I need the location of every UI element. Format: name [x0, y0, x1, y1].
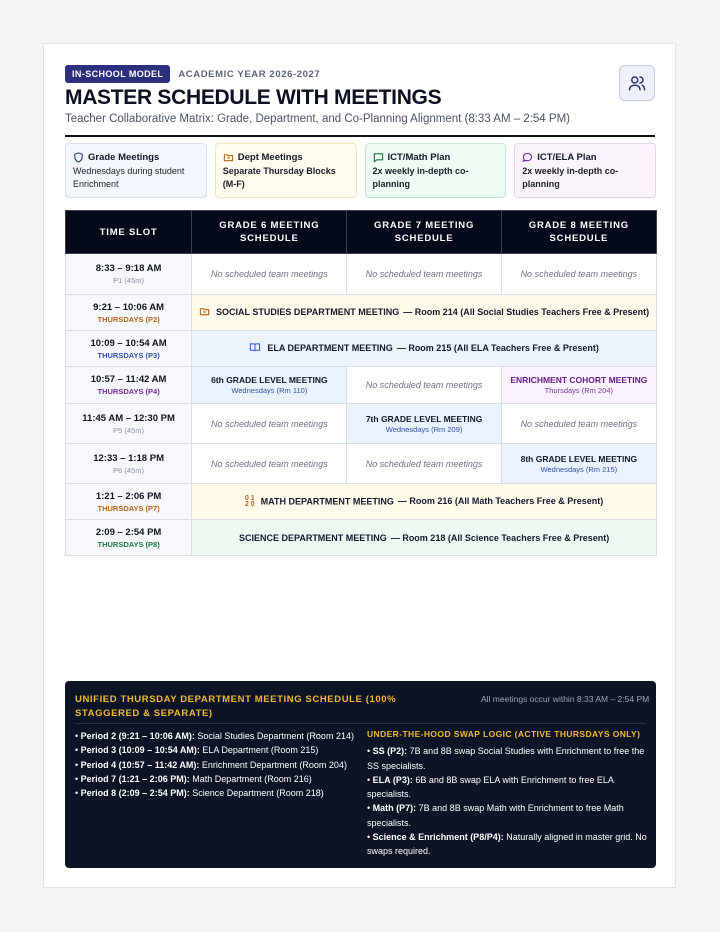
list-item: • Math (P7): 7B and 8B swap Math with Enrichment to free Math specialists. — [367, 803, 624, 828]
legend-card-ict-ela — [514, 143, 656, 198]
page-title: MASTER SCHEDULE WITH MEETINGS — [65, 86, 442, 109]
empty-cell: No scheduled team meetings — [347, 444, 501, 484]
list-item: • SS (P2): 7B and 8B swap Social Studies with Enrichment to free the SS specialists. — [367, 746, 645, 771]
col-header-grade6: GRADE 6 MEETING SCHEDULE — [192, 211, 347, 254]
slot-sub: P1 (45m) — [113, 276, 145, 285]
schedule-table — [65, 210, 657, 556]
time-slot — [66, 484, 192, 520]
header-divider — [65, 135, 655, 137]
list-item: • Period 2 (9:21 – 10:06 AM): Social Studies Department (Room 214) — [75, 731, 354, 741]
meeting-title: SOCIAL STUDIES DEPARTMENT MEETING — [216, 306, 400, 317]
summary-divider — [75, 723, 646, 724]
col-header-grade8: GRADE 8 MEETING SCHEDULE — [501, 211, 656, 254]
list-item: • Period 3 (10:09 – 10:54 AM): ELA Department (Room 215) — [75, 745, 319, 756]
slot-time: 9:21 – 10:06 AM — [93, 301, 165, 313]
list-item: • Period 8 (2:09 – 2:54 PM): Science Department (Room 218) — [75, 788, 324, 799]
slot-sub: THURSDAYS (P8) — [97, 539, 160, 549]
card-title: ICT/Math Plan — [387, 152, 451, 163]
legend-card-ict-math — [365, 143, 507, 198]
meeting-detail: Wednesdays (Rm 209) — [385, 424, 463, 434]
card-text: Wednesdays during student Enrichment — [73, 165, 185, 189]
folder-icon — [199, 306, 210, 317]
time-slot — [66, 331, 192, 367]
shield-icon — [73, 152, 84, 163]
math-icon: 0 1 2 0 — [244, 494, 255, 508]
academic-year: ACADEMIC YEAR 2026-2027 — [178, 68, 321, 80]
table-row — [66, 484, 657, 520]
model-badge: IN-SCHOOL MODEL — [65, 65, 170, 83]
legend-cards — [65, 143, 656, 198]
meeting-detail: Wednesdays (Rm 215) — [540, 464, 618, 474]
time-slot — [66, 444, 192, 484]
time-slot — [66, 295, 192, 331]
header-meta — [65, 65, 320, 83]
meeting-room: — Room 215 (All ELA Teachers Free & Present) — [396, 342, 599, 353]
col-header-grade7: GRADE 7 MEETING SCHEDULE — [347, 211, 501, 254]
slot-sub: THURSDAYS (P4) — [97, 387, 160, 396]
slot-sub: THURSDAYS (P2) — [97, 314, 160, 324]
card-text: 2x weekly in-depth co-planning — [522, 165, 619, 189]
meeting-title: SCIENCE DEPARTMENT MEETING — [238, 532, 387, 543]
empty-cell: No scheduled team meetings — [347, 254, 501, 295]
meeting-title: 8th GRADE LEVEL MEETING — [520, 453, 638, 464]
slot-time: 10:09 – 10:54 AM — [90, 337, 167, 349]
slot-time: 10:57 – 11:42 AM — [90, 374, 167, 385]
swap-logic — [367, 727, 649, 859]
time-slot — [66, 367, 192, 404]
summary-title: UNIFIED THURSDAY DEPARTMENT MEETING SCHEDULE (100% STAGGERED & SEPARATE) — [75, 694, 397, 719]
slot-sub: THURSDAYS (P7) — [97, 503, 160, 513]
swap-logic-title: UNDER-THE-HOOD SWAP LOGIC (ACTIVE THURSDAYS ONLY) — [367, 729, 641, 739]
slot-time: 8:33 – 9:18 AM — [95, 263, 162, 274]
meeting-detail: Thursdays (Rm 204) — [544, 386, 614, 395]
empty-cell: No scheduled team meetings — [501, 404, 656, 444]
speech-bubble-icon — [522, 152, 533, 163]
meeting-title: ENRICHMENT COHORT MEETING — [510, 375, 648, 385]
table-row — [66, 444, 657, 484]
thursday-summary-panel — [65, 681, 656, 868]
meeting-room: — Room 216 (All Math Teachers Free & Present) — [397, 495, 604, 506]
meeting-title: MATH DEPARTMENT MEETING — [260, 495, 394, 506]
chat-icon — [373, 152, 384, 163]
card-title: Dept Meetings — [237, 152, 303, 163]
table-row — [66, 520, 657, 556]
meeting-room: — Room 218 (All Science Teachers Free & Present) — [390, 532, 610, 543]
meeting-room: — Room 214 (All Social Studies Teachers Free & Present) — [403, 306, 650, 317]
slot-sub: P6 (45m) — [113, 465, 145, 475]
grade8-meeting — [501, 444, 656, 484]
empty-cell: No scheduled team meetings — [192, 254, 347, 295]
table-row — [66, 367, 657, 404]
time-slot — [66, 404, 192, 444]
slot-sub: THURSDAYS (P3) — [97, 350, 160, 360]
slot-time: 12:33 – 1:18 PM — [93, 452, 164, 464]
summary-note: All meetings occur within 8:33 AM – 2:54 PM — [481, 694, 650, 704]
meeting-title: 6th GRADE LEVEL MEETING — [211, 375, 328, 385]
empty-cell: No scheduled team meetings — [192, 444, 347, 484]
slot-time: 1:21 – 2:06 PM — [95, 490, 162, 502]
time-slot — [66, 520, 192, 556]
grade7-meeting — [347, 404, 501, 444]
period-list — [75, 729, 355, 800]
card-text: Separate Thursday Blocks (M-F) — [222, 165, 336, 189]
card-title: Grade Meetings — [88, 152, 160, 163]
dept-meeting-math — [192, 484, 657, 520]
list-item: • Period 4 (10:57 – 11:42 AM): Enrichment Department (Room 204) — [75, 759, 347, 770]
empty-cell: No scheduled team meetings — [192, 404, 347, 444]
meeting-title: ELA DEPARTMENT MEETING — [267, 342, 393, 353]
meeting-detail: Wednesdays (Rm 110) — [231, 386, 308, 395]
book-icon — [249, 342, 261, 353]
slot-sub: P5 (45m) — [113, 425, 145, 435]
card-title: ICT/ELA Plan — [537, 152, 597, 163]
list-item: • Science & Enrichment (P8/P4): Naturally aligned in master grid. No swaps required. — [367, 832, 647, 857]
legend-card-dept-meetings — [215, 143, 357, 198]
meeting-title: 7th GRADE LEVEL MEETING — [365, 413, 483, 424]
users-icon — [628, 74, 646, 92]
dept-meeting-social-studies — [192, 295, 657, 331]
slot-time: 2:09 – 2:54 PM — [95, 526, 162, 538]
empty-cell: No scheduled team meetings — [347, 367, 501, 404]
table-row — [66, 404, 657, 444]
card-text: 2x weekly in-depth co-planning — [372, 165, 469, 189]
list-item: • Period 7 (1:21 – 2:06 PM): Math Department (Room 216) — [75, 773, 312, 784]
dept-meeting-science — [192, 520, 657, 556]
col-header-time: TIME SLOT — [66, 211, 192, 254]
table-row — [66, 295, 657, 331]
users-button[interactable] — [619, 65, 655, 101]
table-row — [66, 331, 657, 367]
dept-meeting-ela — [192, 331, 657, 367]
list-item: • ELA (P3): 6B and 8B swap ELA with Enrichment to free ELA specialists. — [367, 774, 614, 800]
page-subtitle: Teacher Collaborative Matrix: Grade, Department, and Co-Planning Alignment (8:33 AM – 2:54 PM) — [65, 113, 570, 125]
folder-icon — [223, 152, 234, 163]
time-slot — [66, 254, 192, 295]
table-row — [66, 254, 657, 295]
legend-card-grade-meetings — [65, 143, 207, 198]
empty-cell: No scheduled team meetings — [501, 254, 656, 295]
enrichment-cohort-meeting — [501, 367, 656, 404]
schedule-page — [43, 43, 676, 888]
grade6-meeting — [192, 367, 347, 404]
slot-time: 11:45 AM – 12:30 PM — [82, 412, 175, 424]
table-header-row — [66, 211, 657, 254]
